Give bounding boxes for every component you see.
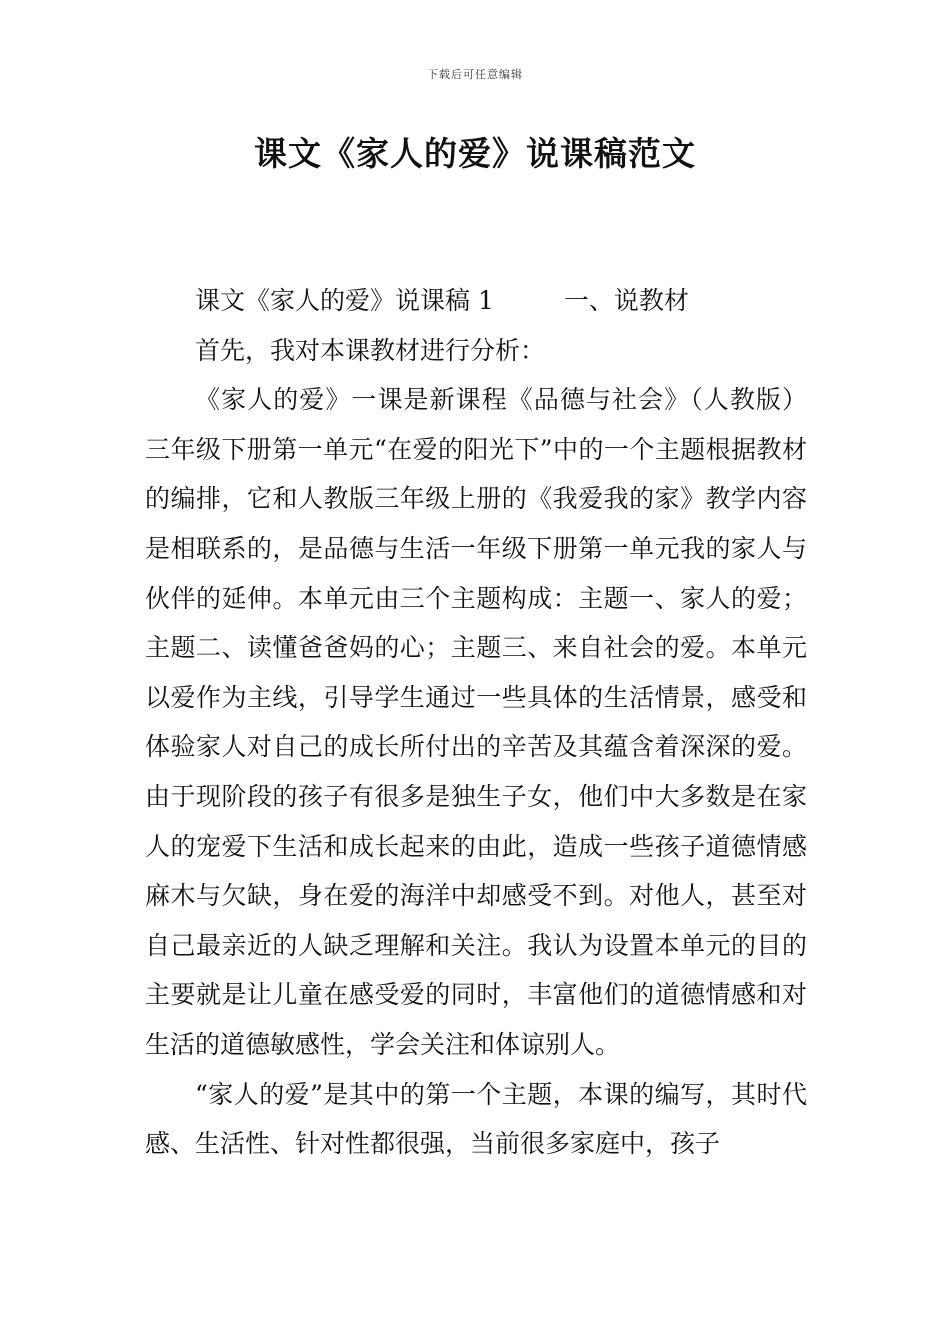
section-heading: 一、说教材 bbox=[563, 286, 689, 315]
page-header-note: 下载后可任意编辑 bbox=[427, 68, 523, 81]
paragraph: “家人的爱”是其中的第一个主题，本课的编写，其时代感、生活性、针对性都很强，当前很多家庭中，孩子 bbox=[145, 1079, 807, 1159]
paragraph: 《家人的爱》一课是新课程《品德与社会》（人教版）三年级下册第一单元“在爱的阳光下”中的一个主题根据教材的编排，它和人教版三年级上册的《我爱我的家》教学内容是相联系的，是品德与生活一年级下册第一单元我的家人与伙伴的延伸。本单元由三个主题构成：主题一、家人的爱；主题二、读懂爸爸妈的心；主题三、来自社会的爱。本单元以爱作为主线，引导学生通过一些具体的生活情景，感受和体验家人对自己的成长所付出的辛苦及其蕴含着深深的爱。由于现阶段的孩子有很多是独生子女，他们中大多数是在家人的宠爱下生活和成长起来的由此，造成一些孩子道德情感麻木与欠缺，身在爱的海洋中却感受不到。对他人，甚至对自己最亲近的人缺乏理解和关注。我认为设置本单元的目的主要就是让儿童在感受爱的同时，丰富他们的道德情感和对生活的道德敏感性，学会关注和体谅别人。 bbox=[145, 385, 807, 1059]
lesson-heading: 课文《家人的爱》说课稿 1 bbox=[195, 286, 494, 315]
document-body bbox=[145, 276, 807, 1169]
heading-line bbox=[145, 276, 807, 326]
paragraph: 首先，我对本课教材进行分析： bbox=[195, 335, 546, 365]
document-title: 课文《家人的爱》说课稿范文 bbox=[254, 134, 696, 173]
